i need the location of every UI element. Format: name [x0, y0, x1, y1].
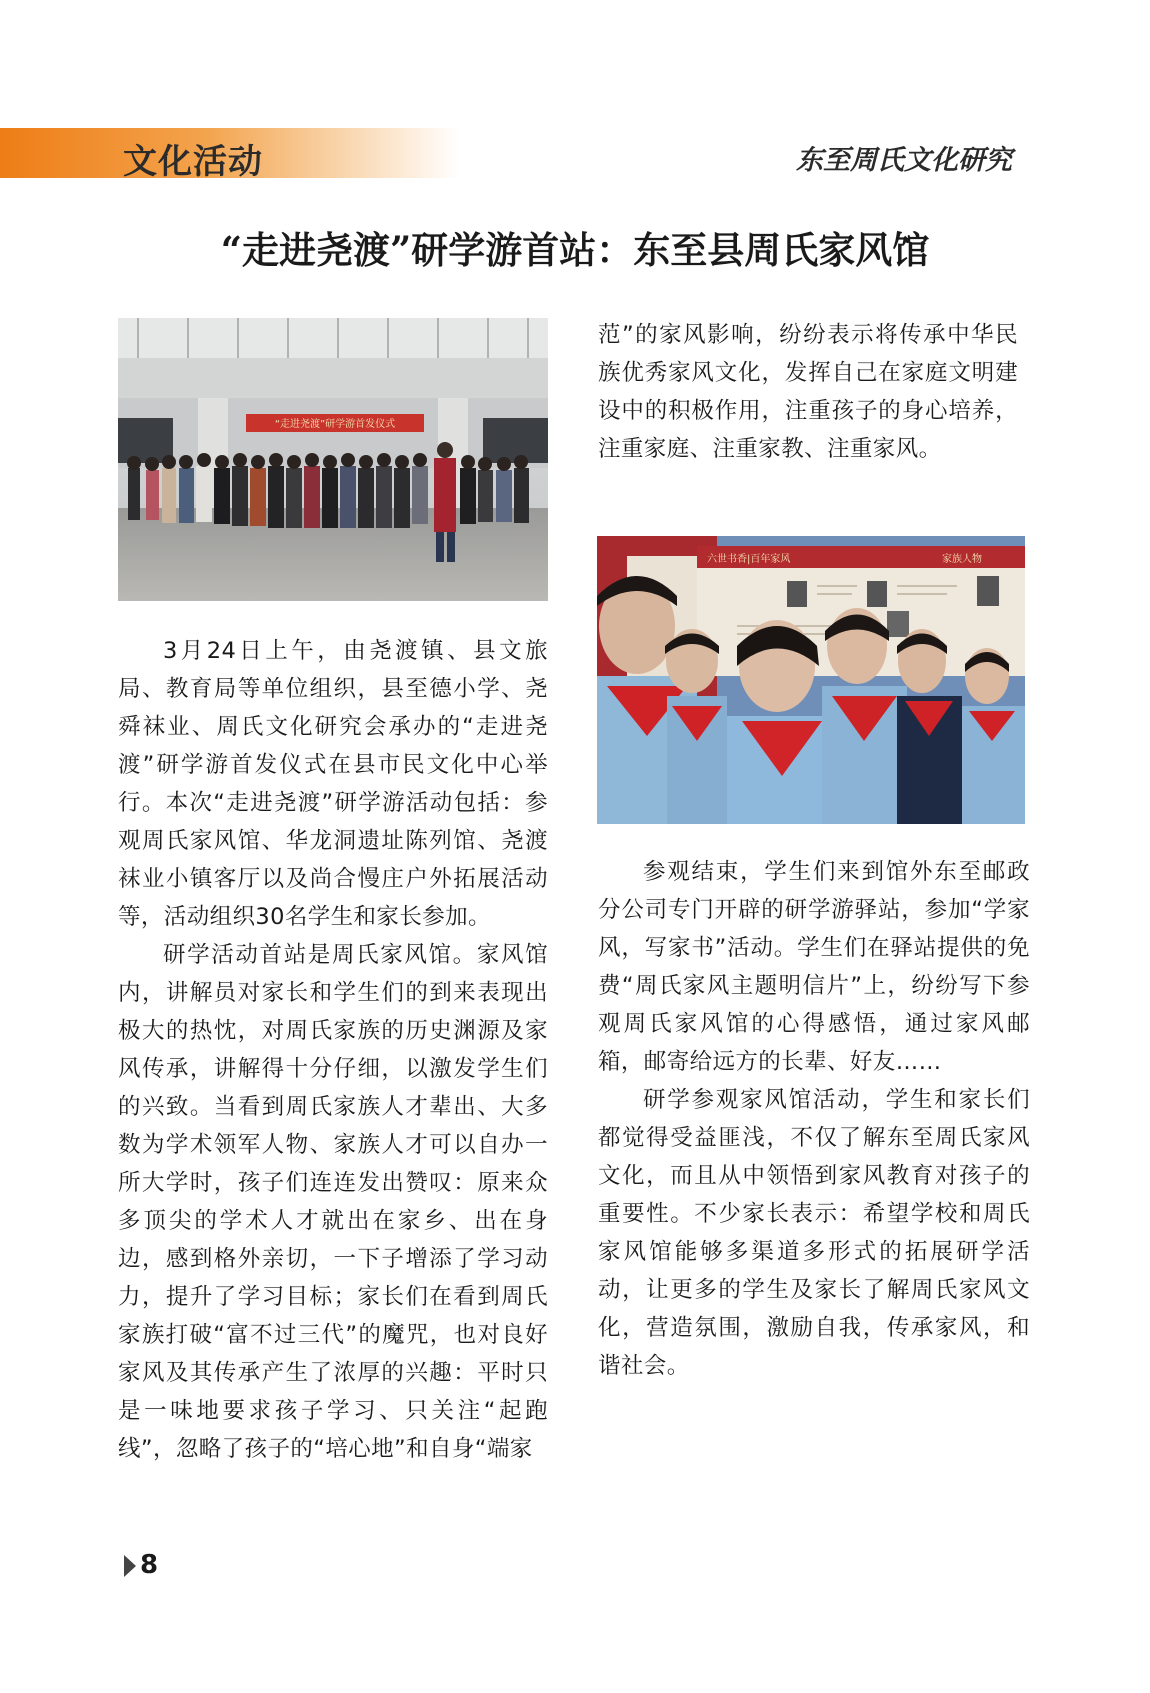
students-exhibit-photo	[597, 536, 1025, 824]
students-exhibit-illustration	[597, 536, 1025, 824]
ceremony-banner-text: “走进尧渡”研学游首发仪式	[274, 419, 396, 430]
paragraph-postcard-activity: 参观结束，学生们来到馆外东至邮政分公司专门开辟的研学游驿站，参加“学家风，写家书”活动。学生们在驿站提供的免费“周氏家风主题明信片”上，纷纷写下参观周氏家风馆的心得感悟，通过家风邮箱，邮寄给远方的长辈、好友……	[598, 859, 1030, 1075]
exhibit-title-text: 六世书香|百年家风	[707, 554, 791, 565]
section-label: 文化活动	[123, 142, 263, 182]
paragraph-first-stop-continued: 范”的家风影响，纷纷表示将传承中华民族优秀家风文化，发挥自己在家庭文明建设中的积极作用，注重孩子的身心培养，注重家庭、注重家教、注重家风。	[598, 322, 1018, 462]
masthead: 东至周氏文化研究	[796, 145, 1012, 176]
right-column-top	[598, 316, 1018, 468]
paragraph-conclusion: 研学参观家风馆活动，学生和家长们都觉得受益匪浅，不仅了解东至周氏家风文化，而且从中领悟到家风教育对孩子的重要性。不少家长表示：希望学校和周氏家风馆能够多渠道多形式的拓展研学活动，让更多的学生及家长了解周氏家风文化，营造氛围，激励自我，传承家风，和谐社会。	[598, 1087, 1030, 1379]
right-column-bottom	[598, 853, 1030, 1385]
left-column	[118, 632, 548, 1468]
page-number: 8	[140, 1550, 159, 1580]
page-arrow-icon	[124, 1555, 136, 1577]
exhibit-section-text: 家族人物	[942, 554, 982, 565]
paragraph-first-stop: 研学活动首站是周氏家风馆。家风馆内，讲解员对家长和学生们的到来表现出极大的热忱，对周氏家族的历史渊源及家风传承，讲解得十分仔细，以激发学生们的兴致。当看到周氏家族人才辈出、大多数为学术领军人物、家族人才可以自办一所大学时，孩子们连连发出赞叹：原来众多顶尖的学术人才就出在家乡、出在身边，感到格外亲切，一下子增添了学习动力，提升了学习目标；家长们在看到周氏家族打破“富不过三代”的魔咒，也对良好家风及其传承产生了浓厚的兴趣：平时只是一味地要求孩子学习、只关注“起跑线”，忽略了孩子的“培心地”和自身“端家	[118, 942, 548, 1462]
ceremony-photo-illustration	[118, 318, 548, 601]
paragraph-intro: 3月24日上午，由尧渡镇、县文旅局、教育局等单位组织，县至德小学、尧舜袜业、周氏文化研究会承办的“走进尧渡”研学游首发仪式在县市民文化中心举行。本次“走进尧渡”研学游活动包括：参观周氏家风馆、华龙洞遗址陈列馆、尧渡袜业小镇客厅以及尚合慢庄户外拓展活动等，活动组织30名学生和家长参加。	[118, 638, 548, 930]
article-title: “走进尧渡”研学游首站：东至县周氏家风馆	[220, 228, 930, 272]
ceremony-photo	[118, 318, 548, 601]
